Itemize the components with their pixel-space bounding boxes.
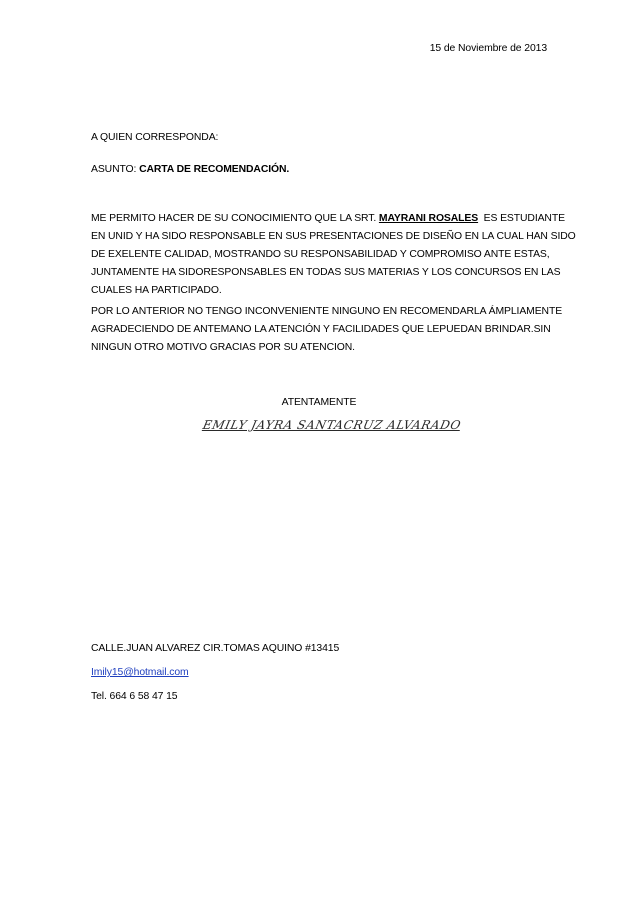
subject-line [91,163,289,177]
paragraph-line: JUNTAMENTE HA SIDORESPONSABLES EN TODAS SUS MATERIAS Y LOS CONCURSOS EN LAS [91,267,561,278]
paragraph-line [91,210,565,228]
paragraph-line: NINGUN OTRO MOTIVO GRACIAS POR SU ATENCION. [91,342,355,353]
paragraph-line: EN UNID Y HA SIDO RESPONSABLE EN SUS PRESENTACIONES DE DISEÑO EN LA CUAL HAN SIDO [91,231,576,242]
body-paragraph-1 [91,210,576,300]
paragraph-line: AGRADECIENDO DE ANTEMANO LA ATENCIÓN Y FACILIDADES QUE LEPUEDAN BRINDAR.SIN [91,324,551,335]
signature: EMILY JAYRA SANTACRUZ ALVARADO [201,418,463,432]
letter-date: 15 de Noviembre de 2013 [429,43,547,54]
phone-number: Tel. 664 6 58 47 15 [91,691,178,702]
student-name: MAYRANI ROSALES [378,213,479,224]
subject-prefix: ASUNTO: [91,164,140,175]
text-segment: ES ESTUDIANTE [478,213,565,224]
text-segment: ME PERMITO HACER DE SU CONOCIMIENTO QUE LA SRT. [91,213,379,224]
paragraph-line: DE EXELENTE CALIDAD, MOSTRANDO SU RESPONSABILIDAD Y COMPROMISO ANTE ESTAS, [91,249,550,260]
paragraph-line: CUALES HA PARTICIPADO. [91,285,222,296]
closing: ATENTAMENTE [281,397,357,408]
salutation: A QUIEN CORRESPONDA: [91,132,219,143]
address: CALLE.JUAN ALVAREZ CIR.TOMAS AQUINO #13415 [91,643,340,654]
body-paragraph-2 [91,303,563,357]
subject-text: CARTA DE RECOMENDACIÓN. [139,164,290,175]
email-link[interactable]: Imily15@hotmail.com [91,667,189,678]
paragraph-line: POR LO ANTERIOR NO TENGO INCONVENIENTE NINGUNO EN RECOMENDARLA ÁMPLIAMENTE [91,306,563,317]
